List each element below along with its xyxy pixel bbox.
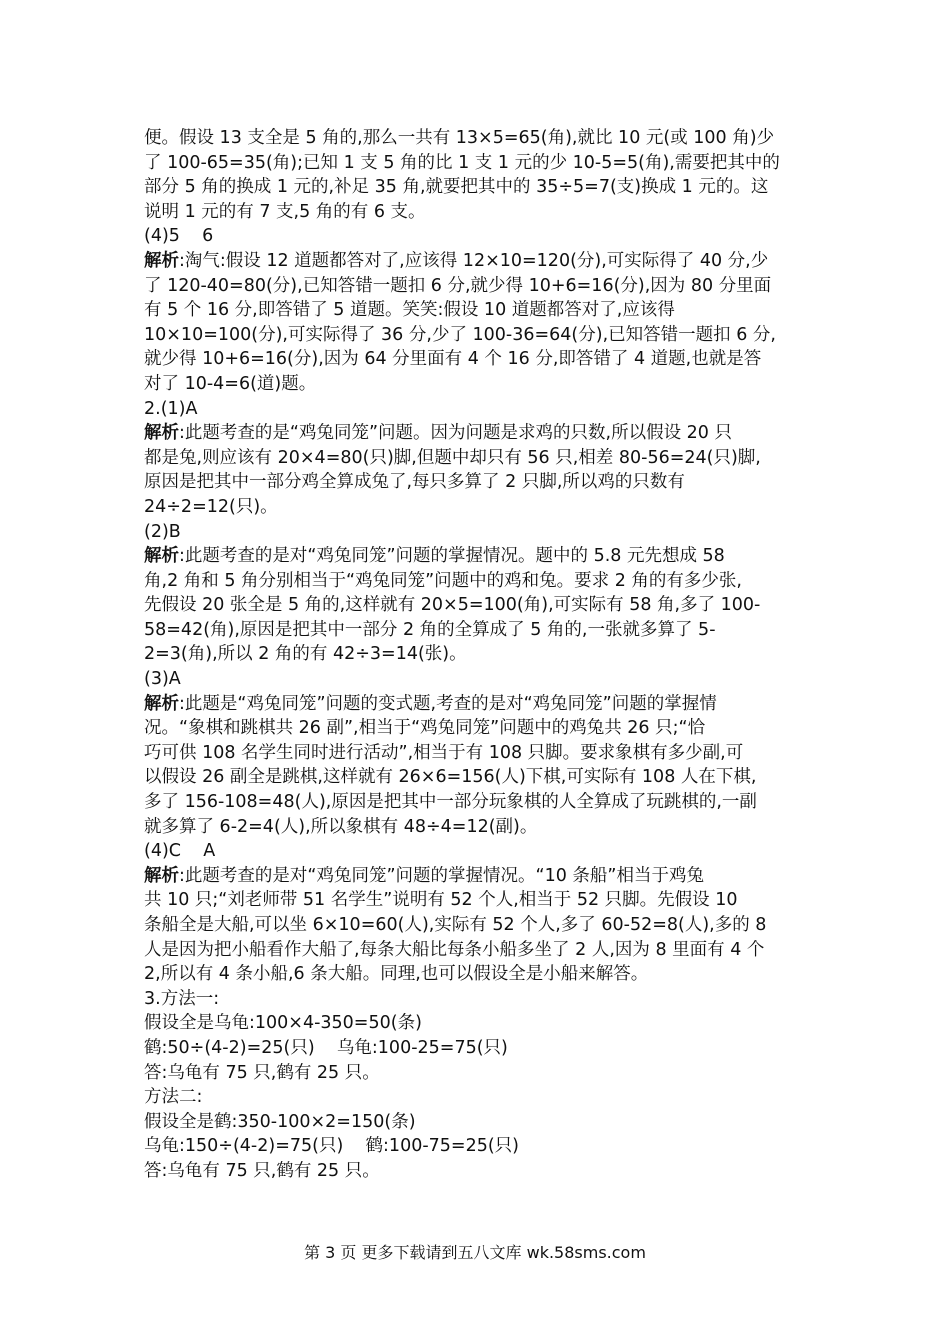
line-text: 乌龟:150÷(4-2)=75(只) 鹤:100-75=25(只) [144, 1136, 520, 1157]
text-line [144, 1159, 824, 1184]
text-line [144, 372, 824, 397]
text-line [144, 520, 824, 545]
text-line [144, 642, 824, 667]
text-line [144, 839, 824, 864]
line-text: 假设全是乌龟:100×4-350=50(条) [144, 1013, 422, 1034]
text-line [144, 224, 824, 249]
line-text: (4)C A [144, 841, 216, 862]
line-text: 以假设 26 副全是跳棋,这样就有 26×6=156(人)下棋,可实际有 108 人在下棋, [144, 767, 757, 788]
analysis-label: 解析 [144, 250, 179, 271]
line-text: 多了 156-108=48(人),原因是把其中一部分玩象棋的人全算成了玩跳棋的,一副 [144, 792, 757, 813]
text-line [144, 593, 824, 618]
text-line [144, 741, 824, 766]
text-line [144, 618, 824, 643]
text-line [144, 1036, 824, 1061]
analysis-label: 解析 [144, 693, 179, 714]
line-text: 假设全是鹤:350-100×2=150(条) [144, 1111, 416, 1132]
line-text: (2)B [144, 521, 181, 542]
text-line [144, 1011, 824, 1036]
line-text: 共 10 只;“刘老师带 51 名学生”说明有 52 个人,相当于 52 只脚。先假设 10 [144, 890, 738, 911]
text-line [144, 716, 824, 741]
text-line [144, 397, 824, 422]
text-line [144, 765, 824, 790]
text-line [144, 888, 824, 913]
text-line [144, 274, 824, 299]
text-line [144, 323, 824, 348]
text-line [144, 151, 824, 176]
line-text: 3.方法一: [144, 988, 220, 1009]
text-line [144, 1110, 824, 1135]
text-line [144, 913, 824, 938]
line-text: 鹤:50÷(4-2)=25(只) 乌龟:100-25=75(只) [144, 1037, 508, 1058]
line-text: 2=3(角),所以 2 角的有 42÷3=14(张)。 [144, 644, 467, 665]
line-text: (3)A [144, 669, 181, 690]
text-line [144, 298, 824, 323]
line-text: 说明 1 元的有 7 支,5 角的有 6 支。 [144, 201, 426, 222]
line-text: :此题考查的是“鸡兔同笼”问题。因为问题是求鸡的只数,所以假设 20 只 [179, 423, 732, 444]
text-line [144, 470, 824, 495]
line-text: 况。“象棋和跳棋共 26 副”,相当于“鸡兔同笼”问题中的鸡兔共 26 只;“恰 [144, 718, 706, 739]
line-text: 对了 10-4=6(道)题。 [144, 373, 317, 394]
line-text: 了 100-65=35(角);已知 1 支 5 角的比 1 支 1 元的少 10-5=5(角),需要把其中的 [144, 152, 780, 173]
line-text: 2,所以有 4 条小船,6 条大船。同理,也可以假设全是小船来解答。 [144, 964, 649, 985]
text-line [144, 864, 824, 889]
text-line [144, 1061, 824, 1086]
line-text: 都是兔,则应该有 20×4=80(只)脚,但题中却只有 56 只,相差 80-56=24(只)脚, [144, 447, 761, 468]
text-line [144, 790, 824, 815]
line-text: 答:乌龟有 75 只,鹤有 25 只。 [144, 1160, 380, 1181]
text-line [144, 692, 824, 717]
analysis-label: 解析 [144, 423, 179, 444]
text-line [144, 544, 824, 569]
line-text: 角,2 角和 5 角分别相当于“鸡兔同笼”问题中的鸡和兔。要求 2 角的有多少张, [144, 570, 742, 591]
line-text: 巧可供 108 名学生同时进行活动”,相当于有 108 只脚。要求象棋有多少副,可 [144, 742, 744, 763]
line-text: 就少得 10+6=16(分),因为 64 分里面有 4 个 16 分,即答错了 4 道题,也就是答 [144, 349, 762, 370]
text-line [144, 200, 824, 225]
line-text: (4)5 6 [144, 226, 214, 247]
text-line [144, 446, 824, 471]
page-footer: 第 3 页 更多下载请到五八文库 wk.58sms.com [304, 1243, 646, 1262]
text-line [144, 421, 824, 446]
line-text: 24÷2=12(只)。 [144, 496, 278, 517]
text-line [144, 126, 824, 151]
text-line [144, 962, 824, 987]
line-text: 方法二: [144, 1087, 203, 1108]
analysis-label: 解析 [144, 546, 179, 567]
line-text: 人是因为把小船看作大船了,每条大船比每条小船多坐了 2 人,因为 8 里面有 4 个 [144, 939, 765, 960]
text-line [144, 175, 824, 200]
text-line [144, 347, 824, 372]
line-text: 条船全是大船,可以坐 6×10=60(人),实际有 52 个人,多了 60-52=8(人),多的 8 [144, 915, 767, 935]
line-text: :此题考查的是对“鸡兔同笼”问题的掌握情况。题中的 5.8 元先想成 58 [179, 546, 725, 567]
line-text: 答:乌龟有 75 只,鹤有 25 只。 [144, 1062, 380, 1083]
text-line [144, 1085, 824, 1110]
document-body [144, 126, 824, 1184]
line-text: :此题是“鸡兔同笼”问题的变式题,考查的是对“鸡兔同笼”问题的掌握情 [179, 693, 717, 714]
line-text: 有 5 个 16 分,即答错了 5 道题。笑笑:假设 10 道题都答对了,应该得 [144, 300, 675, 321]
analysis-label: 解析 [144, 865, 179, 886]
text-line [144, 495, 824, 520]
text-line [144, 987, 824, 1012]
text-line [144, 815, 824, 840]
line-text: 2.(1)A [144, 398, 198, 419]
line-text: 部分 5 角的换成 1 元的,补足 35 角,就要把其中的 35÷5=7(支)换成 1 元的。这 [144, 177, 769, 198]
text-line [144, 667, 824, 692]
line-text: 就多算了 6-2=4(人),所以象棋有 48÷4=12(副)。 [144, 816, 538, 837]
line-text: 了 120-40=80(分),已知答错一题扣 6 分,就少得 10+6=16(分),因为 80 分里面 [144, 275, 772, 296]
line-text: :此题考查的是对“鸡兔同笼”问题的掌握情况。“10 条船”相当于鸡兔 [179, 865, 704, 886]
line-text: 便。假设 13 支全是 5 角的,那么一共有 13×5=65(角),就比 10 元(或 100 角)少 [144, 128, 775, 148]
line-text: :淘气:假设 12 道题都答对了,应该得 12×10=120(分),可实际得了 40 分,少 [179, 250, 769, 271]
text-line [144, 1134, 824, 1159]
line-text: 原因是把其中一部分鸡全算成兔了,每只多算了 2 只脚,所以鸡的只数有 [144, 472, 685, 493]
text-line [144, 249, 824, 274]
line-text: 10×10=100(分),可实际得了 36 分,少了 100-36=64(分),已知答错一题扣 6 分, [144, 324, 776, 345]
text-line [144, 938, 824, 963]
line-text: 先假设 20 张全是 5 角的,这样就有 20×5=100(角),可实际有 58 角,多了 100- [144, 595, 761, 616]
line-text: 58=42(角),原因是把其中一部分 2 角的全算成了 5 角的,一张就多算了 5- [144, 619, 716, 640]
text-line [144, 569, 824, 594]
